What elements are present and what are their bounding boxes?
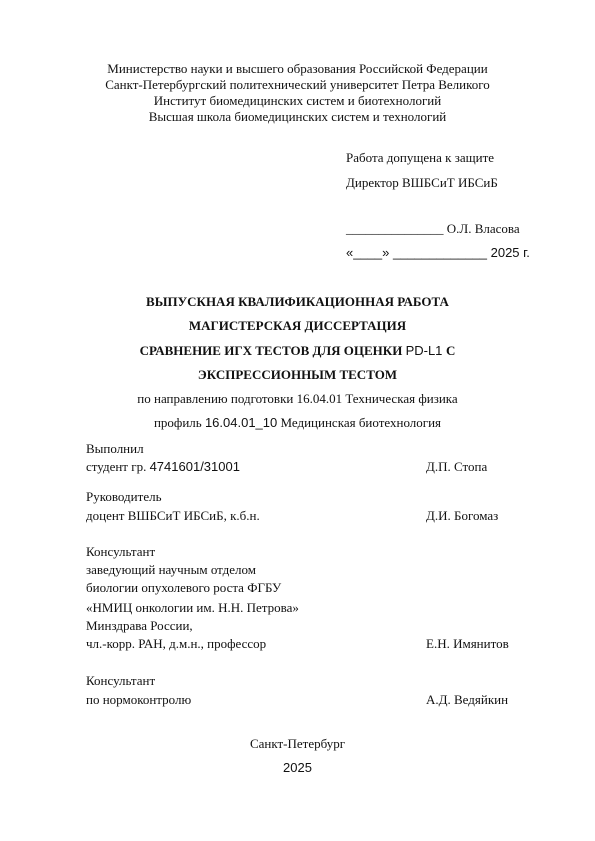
consultant2-name: А.Д. Ведяйкин	[426, 692, 509, 707]
consultant1-line1: заведующий научным отделом	[86, 562, 257, 577]
date-line	[346, 245, 530, 261]
thesis-title-line2: ЭКСПРЕССИОННЫМ ТЕСТОМ	[197, 367, 398, 382]
consultant1-line5: чл.-корр. РАН, д.м.н., профессор	[86, 636, 267, 651]
performer-label: Выполнил	[86, 441, 144, 456]
performer-role	[86, 459, 240, 475]
consultant2-line1: по нормоконтролю	[86, 692, 192, 707]
supervisor-name: Д.И. Богомаз	[426, 508, 499, 523]
profile-name: Медицинская биотехнология	[277, 415, 442, 430]
footer-city: Санкт-Петербург	[249, 736, 346, 751]
performer-role-prefix: студент гр.	[86, 459, 150, 474]
director-line: Директор ВШБСиТ ИБСиБ	[346, 175, 498, 190]
profile-prefix: профиль	[153, 415, 205, 430]
profile-line	[0, 415, 595, 431]
degree-title: МАГИСТЕРСКАЯ ДИССЕРТАЦИЯ	[188, 318, 407, 333]
performer-group: 4741601/31001	[149, 459, 240, 474]
institute-line: Институт биомедицинских систем и биотехнологий	[153, 93, 442, 108]
supervisor-label: Руководитель	[86, 489, 162, 504]
consultant1-line3: «НМИЦ онкологии им. Н.Н. Петрова»	[86, 600, 299, 615]
consultant1-line4: Минздрава России,	[86, 618, 193, 633]
date-line-year: 2025 г.	[490, 245, 530, 260]
ministry-line: Министерство науки и высшего образования Российской Федерации	[107, 61, 488, 76]
consultant1-label: Консультант	[86, 544, 156, 559]
footer-year: 2025	[283, 760, 312, 775]
supervisor-role: доцент ВШБСиТ ИБСиБ, к.б.н.	[86, 508, 260, 523]
university-line: Санкт-Петербургский политехнический университет Петра Великого	[105, 77, 490, 92]
consultant2-label: Консультант	[86, 673, 156, 688]
thesis-title-line1	[0, 343, 595, 359]
thesis-title-part1: СРАВНЕНИЕ ИГХ ТЕСТОВ ДЛЯ ОЦЕНКИ	[139, 343, 406, 358]
direction-line: по направлению подготовки 16.04.01 Техническая физика	[137, 391, 458, 406]
approval-line: Работа допущена к защите	[346, 150, 495, 165]
thesis-title-pdl1: PD-L1	[405, 343, 447, 358]
thesis-title-part3: С	[446, 343, 456, 358]
school-line: Высшая школа биомедицинских систем и технологий	[148, 109, 447, 124]
date-line-prefix: «____» _____________	[346, 245, 487, 260]
performer-name: Д.П. Стопа	[426, 459, 488, 474]
signature-line: _______________ О.Л. Власова	[346, 221, 520, 236]
work-type-title: ВЫПУСКНАЯ КВАЛИФИКАЦИОННАЯ РАБОТА	[146, 294, 449, 309]
consultant1-name: Е.Н. Имянитов	[426, 636, 509, 651]
profile-code: 16.04.01_10	[204, 415, 278, 430]
consultant1-line2: биологии опухолевого роста ФГБУ	[86, 580, 282, 595]
